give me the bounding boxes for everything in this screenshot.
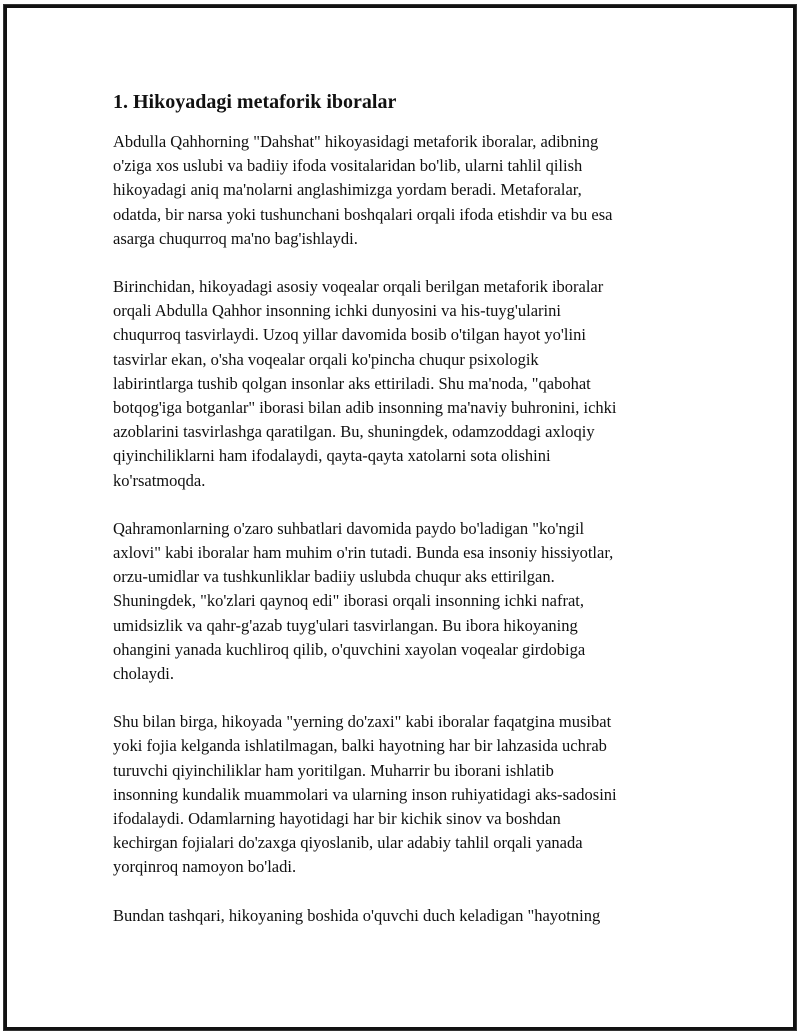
document-body bbox=[113, 90, 703, 952]
section-heading: 1. Hikoyadagi metaforik iboralar bbox=[113, 91, 397, 113]
paragraph-5: Bundan tashqari, hikoyaning boshida o'quvchi duch keladigan "hayotning bbox=[113, 905, 601, 925]
paragraph-1: Abdulla Qahhorning "Dahshat" hikoyasidagi metaforik iboralar, adibning o'ziga xos uslubi va badiiy ifoda vositalaridan bo'lib, ularni tahlil qilish hikoyadagi aniq ma'nolarni anglashimizga yordam beradi. Metaforalar, odatda, bir narsa yoki tushunchani boshqalari orqali ifoda etishdir va bu esa asarga chuqurroq ma'no bag'ishlaydi. bbox=[113, 132, 613, 248]
paragraph-3: Qahramonlarning o'zaro suhbatlari davomida paydo bo'ladigan "ko'ngil axlovi" kabi iboralar ham muhim o'rin tutadi. Bunda esa insoniy hissiyotlar, orzu-umidlar va tushkunliklar badiiy uslubda chuqur aks ettirilgan. Shuningdek, "ko'zlari qaynoq edi" iborasi orqali insonning ichki nafrat, umidsizlik va qahr-g'azab tuyg'ulari tasvirlangan. Bu ibora hikoyaning ohangini yanada kuchliroq qilib, o'quvchini xayolan voqealar girdobiga cholaydi. bbox=[113, 518, 614, 684]
paragraph-4: Shu bilan birga, hikoyada "yerning do'zaxi" kabi iboralar faqatgina musibat yoki fojia kelganda ishlatilmagan, balki hayotning har bir lahzasida uchrab turuvchi qiyinchiliklar ham yoritilgan. Muharrir bu iborani ishlatib insonning kundalik muammolari va ularning inson ruhiyatidagi aks-sadosini ifodalaydi. Odamlarning hayotidagi har bir kichik sinov va boshdan kechirgan fojialari do'zaxga qiyoslanib, ular adabiy tahlil orqali yanada yorqinroq namoyon bo'ladi. bbox=[113, 712, 617, 877]
paragraph-2: Birinchidan, hikoyadagi asosiy voqealar orqali berilgan metaforik iboralar orqali Abdulla Qahhor insonning ichki dunyosini va his-tuyg'ularini chuqurroq tasvirlaydi. Uzoq yillar davomida bosib o'tilgan hayot yo'lini tasvirlar ekan, o'sha voqealar orqali ko'pincha chuqur psixologik labirintlarga tushib qolgan insonlar aks ettiriladi. Shu ma'noda, "qabohat botqog'iga botganlar" iborasi bilan adib insonning ma'naviy buhronini, ichki azoblarini tasvirlashga qaratilgan. Bu, shuningdek, odamzoddagi axloqiy qiyinchiliklarni ham ifodalaydi, qayta-qayta xatolarni sota olishini ko'rsatmoqda. bbox=[113, 277, 617, 490]
